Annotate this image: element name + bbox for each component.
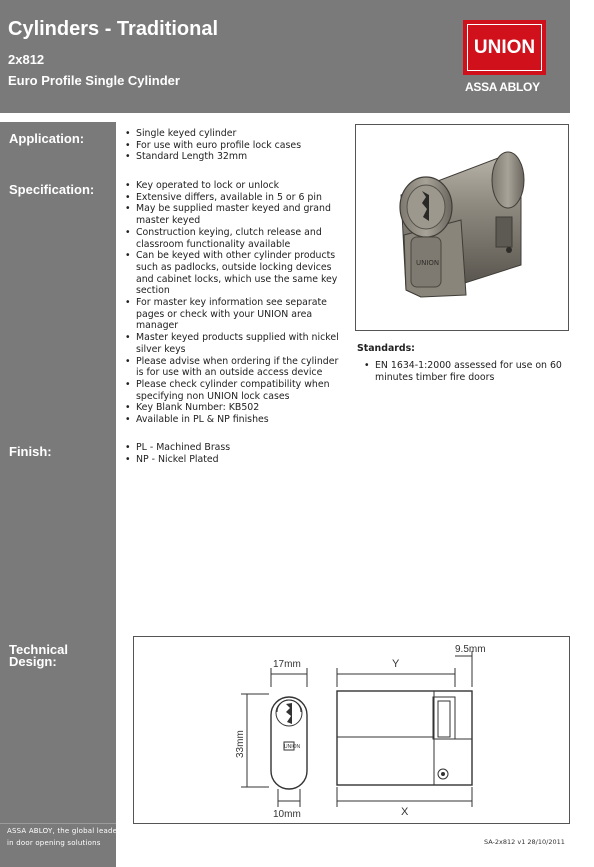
application-list	[125, 128, 347, 163]
list-item: • Please check cylinder compatibility when specifying non UNION lock cases	[125, 379, 347, 402]
sidebar	[0, 122, 116, 867]
product-photo-frame	[355, 124, 569, 331]
label-application: Application:	[9, 131, 85, 146]
list-item: • Available in PL & NP finishes	[125, 414, 347, 426]
label-technical-design	[9, 644, 68, 668]
specification-list	[125, 180, 347, 426]
dim-33mm: 33mm	[235, 730, 246, 758]
svg-text:UNION: UNION	[416, 259, 440, 267]
list-item: • Single keyed cylinder	[125, 128, 347, 140]
label-specification: Specification:	[9, 182, 95, 197]
label-finish: Finish:	[9, 444, 52, 459]
standards-list	[364, 360, 570, 383]
dim-x: X	[401, 806, 409, 818]
list-item: • Construction keying, clutch release and classroom functionality available	[125, 227, 347, 250]
dim-y: Y	[392, 658, 400, 670]
label-technical-line1: Technical	[9, 642, 69, 657]
product-subtitle: Euro Profile Single Cylinder	[8, 73, 180, 88]
label-technical-line2: Design:	[9, 654, 57, 669]
list-item: • Key Blank Number: KB502	[125, 402, 347, 414]
finish-list	[125, 442, 347, 465]
list-item: • Standard Length 32mm	[125, 151, 347, 163]
sidebar-divider	[0, 823, 116, 824]
list-item: • Extensive differs, available in 5 or 6 pin	[125, 192, 347, 204]
union-logo-text: UNION	[467, 24, 542, 71]
page-title: Cylinders - Traditional	[8, 18, 219, 40]
list-item: • Please advise when ordering if the cylinder is for use with an outside access device	[125, 356, 347, 379]
list-item: • For master key information see separate pages or check with your UNION area manager	[125, 297, 347, 332]
header-band	[0, 0, 570, 113]
assa-abloy-logo: ASSA ABLOY	[465, 80, 540, 94]
diagram-stamp: UNION	[284, 744, 301, 750]
document-reference: SA-2x812 v1 28/10/2011	[484, 838, 565, 846]
cylinder-photo	[356, 125, 568, 330]
list-item: • Master keyed products supplied with nickel silver keys	[125, 332, 347, 355]
list-item: • PL - Machined Brass	[125, 442, 347, 454]
list-item: • EN 1634-1:2000 assessed for use on 60 minutes timber fire doors	[364, 360, 570, 383]
list-item: • May be supplied master keyed and grand master keyed	[125, 203, 347, 226]
union-logo	[463, 20, 546, 75]
footer-tagline-1: ASSA ABLOY, the global leader	[7, 827, 121, 835]
product-code: 2x812	[8, 52, 45, 67]
dim-9-5mm: 9.5mm	[455, 644, 486, 655]
list-item: • Key operated to lock or unlock	[125, 180, 347, 192]
footer-tagline-2: in door opening solutions	[7, 839, 101, 847]
list-item: • NP - Nickel Plated	[125, 454, 347, 466]
technical-drawing-frame	[133, 636, 570, 824]
dim-17mm: 17mm	[273, 659, 301, 670]
dim-10mm: 10mm	[273, 809, 301, 820]
technical-drawing	[134, 637, 569, 823]
list-item: • Can be keyed with other cylinder products such as padlocks, outside locking devices and cabinet locks, which use the same key section	[125, 250, 347, 297]
list-item: • For use with euro profile lock cases	[125, 140, 347, 152]
standards-title: Standards:	[357, 343, 415, 354]
